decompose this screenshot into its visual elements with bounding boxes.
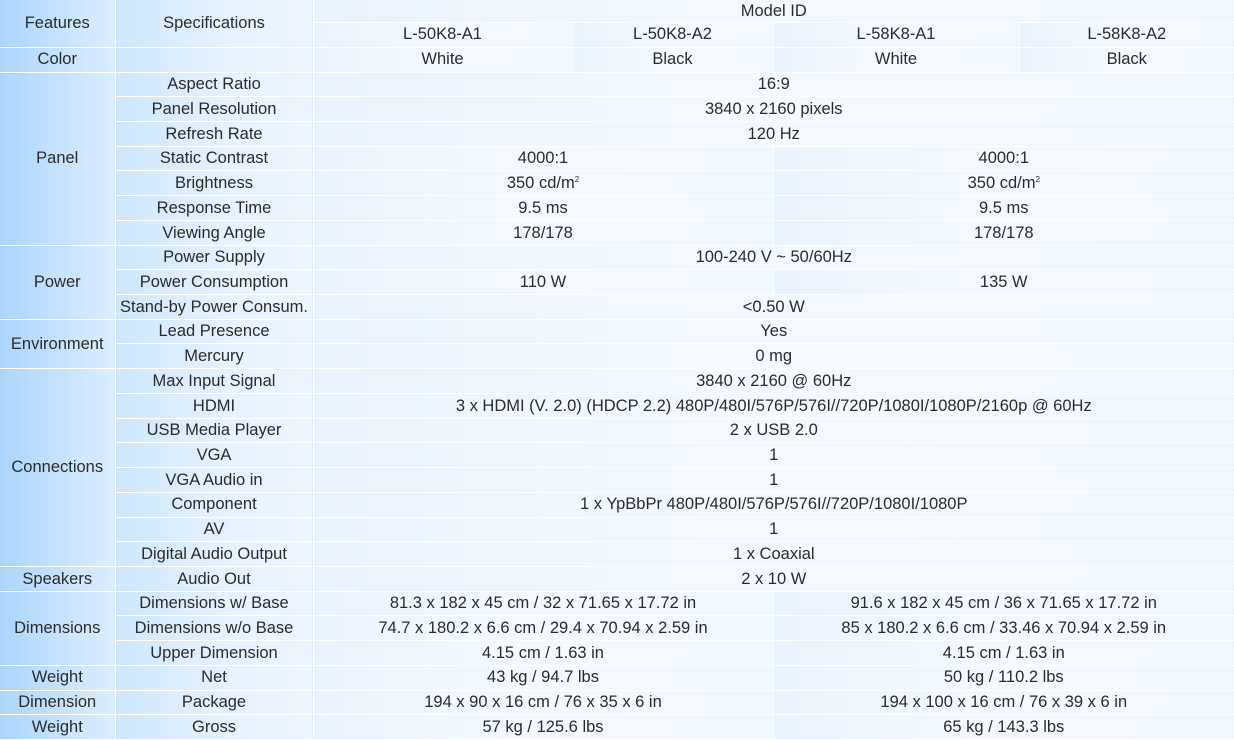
spec-label: Response Time [115,196,313,221]
spec-label: Component [115,492,313,517]
table-row [0,295,1234,320]
spec-value: 2 x USB 2.0 [313,418,1234,443]
spec-value-58in: 178/178 [773,220,1234,245]
spec-value-58in: 135 W [773,270,1234,295]
spec-value: 3 x HDMI (V. 2.0) (HDCP 2.2) 480P/480I/576P/576I//720P/1080I/1080P/2160p @ 60Hz [313,393,1234,418]
spec-value-58in: 65 kg / 143.3 lbs [773,715,1234,740]
table-row [0,517,1234,542]
table-row [0,270,1234,295]
spec-label: USB Media Player [115,418,313,443]
table-row [0,715,1234,740]
spec-value-58in: 9.5 ms [773,196,1234,221]
group-speakers: Speakers [0,566,115,591]
spec-value: 1 x YpBbPr 480P/480I/576P/576I//720P/1080I/1080P [313,492,1234,517]
group-weight: Weight [0,715,115,740]
table-row [0,418,1234,443]
spec-value: 0 mg [313,344,1234,369]
spec-value: Yes [313,319,1234,344]
spec-value-58in: 194 x 100 x 16 cm / 76 x 39 x 6 in [773,690,1234,715]
color-row [0,47,1234,72]
table-row [0,665,1234,690]
spec-value-50in [313,171,773,196]
color-value: White [773,47,1019,72]
color-value: White [313,47,572,72]
spec-label: Lead Presence [115,319,313,344]
spec-label: Static Contrast [115,146,313,171]
model-id-cell: L-50K8-A2 [572,22,773,47]
table-row [0,690,1234,715]
table-row [0,542,1234,567]
spec-value-50in: 4000:1 [313,146,773,171]
spec-value: 120 Hz [313,122,1234,147]
spec-value: 100-240 V ~ 50/60Hz [313,245,1234,270]
spec-value: 2 x 10 W [313,566,1234,591]
spec-label: Refresh Rate [115,122,313,147]
specifications-header: Specifications [115,0,313,47]
spec-value-50in: 4.15 cm / 1.63 in [313,641,773,666]
spec-label: Power Supply [115,245,313,270]
table-row [0,122,1234,147]
spec-value-50in: 110 W [313,270,773,295]
table-row [0,344,1234,369]
group-power: Power [0,245,115,319]
spec-label: HDMI [115,393,313,418]
color-feature: Color [0,47,115,72]
table-row [0,393,1234,418]
spec-value: 3840 x 2160 @ 60Hz [313,369,1234,394]
table-row [0,468,1234,493]
spec-value: <0.50 W [313,295,1234,320]
table-row [0,319,1234,344]
table-row [0,171,1234,196]
features-header: Features [0,0,115,47]
spec-value-50in: 9.5 ms [313,196,773,221]
table-row [0,245,1234,270]
spec-value: 3840 x 2160 pixels [313,97,1234,122]
table-row [0,196,1234,221]
table-row [0,492,1234,517]
spec-value-50in: 74.7 x 180.2 x 6.6 cm / 29.4 x 70.94 x 2.59 in [313,616,773,641]
superscript-exponent: 2 [1035,175,1040,185]
spec-value-58in: 50 kg / 110.2 lbs [773,665,1234,690]
model-id-cell: L-58K8-A2 [1019,22,1234,47]
superscript-exponent: 2 [574,175,580,185]
spec-label: Audio Out [115,566,313,591]
spec-label: VGA [115,443,313,468]
spec-label: Max Input Signal [115,369,313,394]
table-row [0,566,1234,591]
spec-value: 1 [313,468,1234,493]
table-row [0,72,1234,97]
table-row [0,146,1234,171]
spec-label: Brightness [115,171,313,196]
brightness-value: 350 cd/m [506,174,575,193]
table-row [0,591,1234,616]
spec-label: Panel Resolution [115,97,313,122]
spec-value-58in: 4.15 cm / 1.63 in [773,641,1234,666]
spec-label: Package [115,690,313,715]
group-panel: Panel [0,72,115,245]
spec-value: 1 [313,517,1234,542]
spec-label: Viewing Angle [115,220,313,245]
spec-value-58in: 85 x 180.2 x 6.6 cm / 33.46 x 70.94 x 2.59 in [773,616,1234,641]
spec-label: AV [115,517,313,542]
color-value: Black [1019,47,1234,72]
group-weight: Weight [0,665,115,690]
table-row [0,369,1234,394]
spec-label: Aspect Ratio [115,72,313,97]
spec-label: VGA Audio in [115,468,313,493]
spec-value: 1 x Coaxial [313,542,1234,567]
spec-label: Dimensions w/ Base [115,591,313,616]
spec-label: Gross [115,715,313,740]
spec-value-50in: 194 x 90 x 16 cm / 76 x 35 x 6 in [313,690,773,715]
model-id-cell: L-50K8-A1 [313,22,572,47]
spec-value-58in: 91.6 x 182 x 45 cm / 36 x 71.65 x 17.72 in [773,591,1234,616]
brightness-value: 350 cd/m [967,174,1036,193]
spec-value-50in: 81.3 x 182 x 45 cm / 32 x 71.65 x 17.72 in [313,591,773,616]
spec-value: 16:9 [313,72,1234,97]
spec-label: Dimensions w/o Base [115,616,313,641]
spec-label: Power Consumption [115,270,313,295]
spec-label: Upper Dimension [115,641,313,666]
color-spec-empty [115,47,313,72]
spec-value: 1 [313,443,1234,468]
spec-value-50in: 43 kg / 94.7 lbs [313,665,773,690]
spec-label: Mercury [115,344,313,369]
group-dimension: Dimension [0,690,115,715]
table-row [0,616,1234,641]
spec-label: Stand-by Power Consum. [115,295,313,320]
spec-value-50in: 178/178 [313,220,773,245]
header-row [0,0,1234,22]
spec-value-58in [773,171,1234,196]
color-value: Black [572,47,773,72]
spec-value-50in: 57 kg / 125.6 lbs [313,715,773,740]
spec-label: Net [115,665,313,690]
spec-label: Digital Audio Output [115,542,313,567]
table-row [0,220,1234,245]
spec-value-58in: 4000:1 [773,146,1234,171]
table-row [0,641,1234,666]
table-row [0,443,1234,468]
group-environment: Environment [0,319,115,368]
group-connections: Connections [0,369,115,567]
group-dimensions: Dimensions [0,591,115,665]
table-row [0,97,1234,122]
model-id-header: Model ID [313,0,1234,22]
model-id-cell: L-58K8-A1 [773,22,1019,47]
